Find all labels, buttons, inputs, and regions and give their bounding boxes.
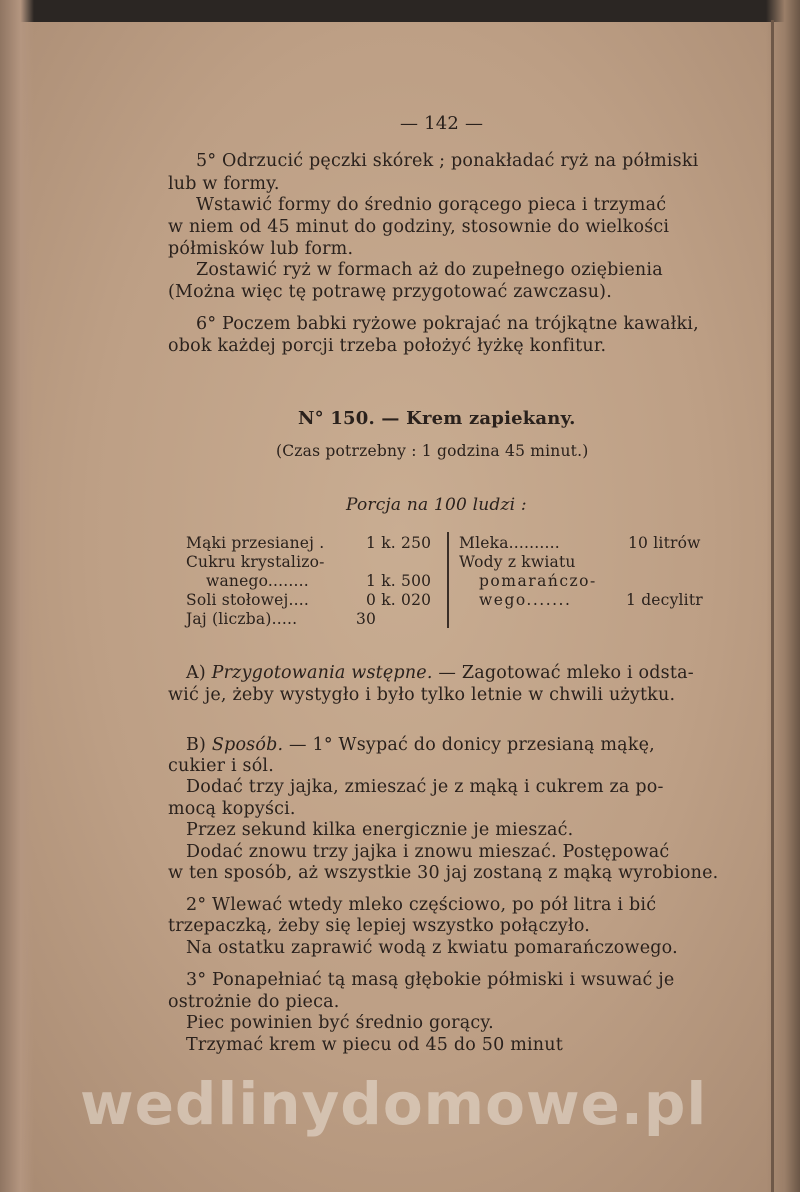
ingredient-name: pomarańczo- [479,572,597,590]
text-line: w niem od 45 minut do godziny, stosownie do wielkości [168,217,670,237]
text-line: cukier i sól. [168,756,274,776]
recipe-time-note: (Czas potrzebny : 1 godzina 45 minut.) [276,442,589,460]
portion-heading: Porcja na 100 ludzi : [346,495,527,515]
ingredient-name: wanego........ [206,572,309,590]
text-line: (Można więc tę potrawę przygotować zawczasu). [168,282,612,302]
ingredient-qty: 1 k. 250 [366,534,432,552]
text-line: 6° Poczem babki ryżowe pokrajać na trójkątne kawałki, [196,314,699,334]
section-a-title: Przygotowania wstępne. [211,663,433,683]
ingredient-name: Mleka.......... [459,534,560,552]
binding-line [771,20,774,1192]
section-a-line [186,663,694,683]
text-line: Piec powinien być średnio gorący. [186,1013,494,1033]
section-b-line [186,735,655,755]
section-a-text: — Zagotować mleko i odsta- [438,663,694,683]
section-b-text: — 1° Wsypać do donicy przesianą mąkę, [289,735,655,755]
text-line: Zostawić ryż w formach aż do zupełnego oziębienia [196,260,663,280]
text-line: Dodać znowu trzy jajka i znowu mieszać. Postępować [186,842,670,862]
section-b-title: Sposób. [211,735,284,755]
text-line: obok każdej porcji trzeba położyć łyżkę konfitur. [168,336,607,356]
text-line: ostrożnie do pieca. [168,992,340,1012]
ingredient-name: Wody z kwiatu [459,553,576,571]
ingredients-divider [447,532,449,628]
section-a-label: A) [186,663,206,683]
page-left-edge [0,0,34,1192]
text-line: Na ostatku zaprawić wodą z kwiatu pomarańczowego. [186,938,678,958]
text-line: trzepaczką, żeby się lepiej wszystko połączyło. [168,916,591,936]
text-line: Dodać trzy jajka, zmieszać je z mąką i cukrem za po- [186,777,664,797]
text-line: Wstawić formy do średnio gorącego pieca i trzymać [196,195,667,215]
ingredient-qty: 0 k. 020 [366,591,432,609]
ingredient-qty: 1 k. 500 [366,572,432,590]
ingredient-qty: 10 litrów [628,534,701,552]
ingredient-name: Jaj (liczba)..... [186,610,298,628]
text-line: mocą kopyści. [168,799,296,819]
recipe-dash: — [374,408,407,429]
section-b-label: B) [186,735,207,755]
ingredient-name: Cukru krystalizo- [186,553,325,571]
page-number: — 142 — [400,113,484,134]
ingredient-qty: 1 decylitr [626,591,703,609]
text-line: Przez sekund kilka energicznie je mieszać. [186,820,574,840]
ingredient-name: wego....... [479,591,572,609]
text-line: 2° Wlewać wtedy mleko częściowo, po pół litra i bić [186,895,657,915]
ingredient-name: Soli stołowej.... [186,591,310,609]
recipe-heading [298,408,576,429]
text-line: wić je, żeby wystygło i było tylko letnie w chwili użytku. [168,685,676,705]
top-shadow [0,0,800,22]
ingredient-name: Mąki przesianej . [186,534,325,552]
text-line: 5° Odrzucić pęczki skórek ; ponakładać ryż na półmiski [196,151,699,171]
text-line: 3° Ponapełniać tą masą głębokie półmiski i wsuwać je [186,970,675,990]
recipe-title: Krem zapiekany. [406,408,576,429]
text-line: w ten sposób, aż wszystkie 30 jaj zostaną z mąką wyrobione. [168,863,719,883]
text-line: Trzymać krem w piecu od 45 do 50 minut [186,1035,563,1055]
ingredient-qty: 30 [356,610,377,628]
recipe-number: N° 150. [298,408,375,429]
text-line: lub w formy. [168,174,280,194]
watermark: wedlinydomowe.pl [80,1070,708,1138]
text-line: półmisków lub form. [168,239,354,259]
